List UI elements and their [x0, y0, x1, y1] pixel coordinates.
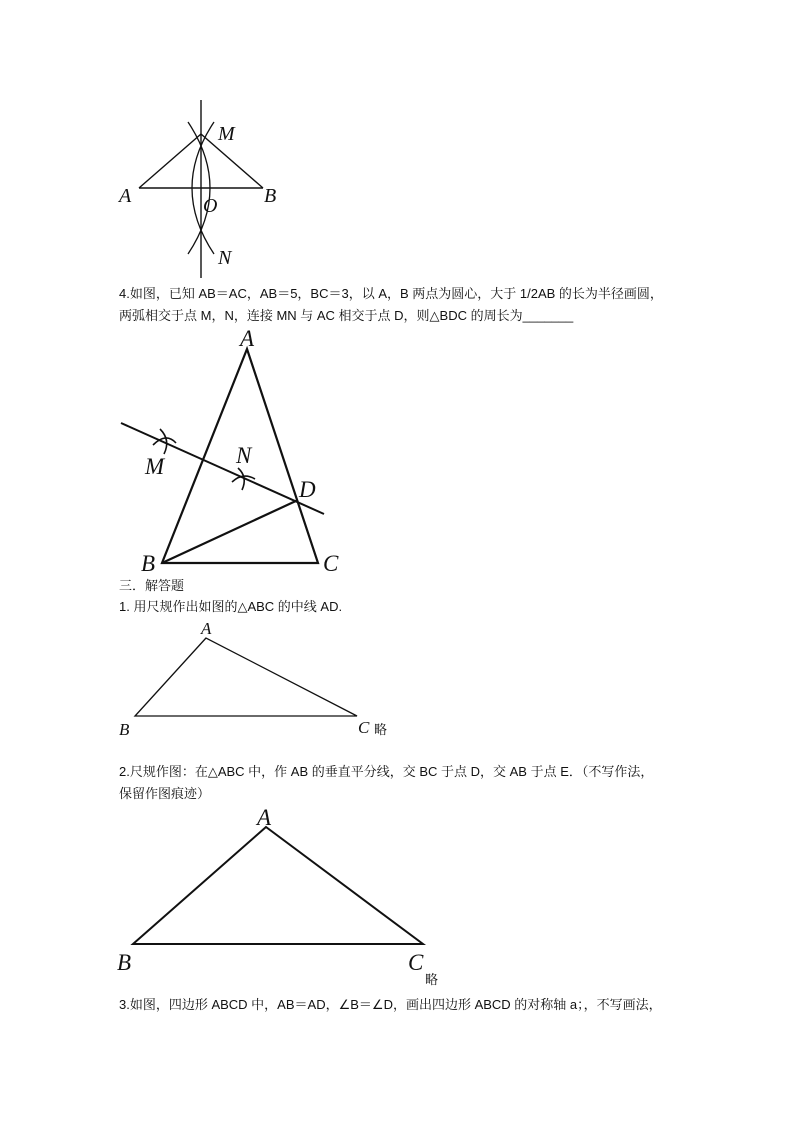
question-2-line-2: 保留作图痕迹） [119, 786, 211, 801]
answer-note-2: 略 [425, 972, 439, 987]
question-2-line-1: 2.尺规作图：在△ABC 中，作 AB 的垂直平分线，交 BC 于点 D，交 AB 于点 E．（不写作法， [119, 764, 654, 779]
label-a: A [119, 185, 132, 207]
label-a3: A [201, 619, 212, 638]
label-b3: B [119, 720, 130, 739]
question-3-text: 3.如图，四边形 ABCD 中，AB＝AD，∠B＝∠D，画出四边形 ABCD 的对称轴 a；，不写画法， [119, 997, 662, 1012]
question-1-text: 1. 用尺规作出如图的△ABC 的中线 AD. [119, 599, 343, 614]
label-o: O [203, 195, 218, 217]
section-heading: 三．解答题 [119, 578, 185, 593]
question-4-line-1: 4.如图，已知 AB＝AC，AB＝5，BC＝3，以 A，B 两点为圆心，大于 1/2AB 的长为半径画圆， [119, 286, 663, 301]
label-c4: C [408, 950, 424, 975]
label-m: M [218, 123, 235, 145]
label-b: B [264, 185, 277, 207]
label-d: D [299, 477, 316, 502]
label-b4: B [117, 950, 132, 975]
triangle-abc-bisector [133, 827, 423, 944]
label-a4: A [257, 805, 272, 830]
label-m2: M [145, 454, 165, 479]
label-c2: C [323, 551, 339, 576]
label-a2: A [240, 326, 255, 351]
label-c3: C [358, 718, 370, 737]
label-n: N [218, 247, 232, 269]
answer-note-1: 略 [374, 722, 388, 737]
label-b2: B [141, 551, 156, 576]
label-n2: N [236, 443, 252, 468]
question-4-line-2: 两弧相交于点 M，N，连接 MN 与 AC 相交于点 D，则△BDC 的周长为_______ [119, 308, 574, 323]
